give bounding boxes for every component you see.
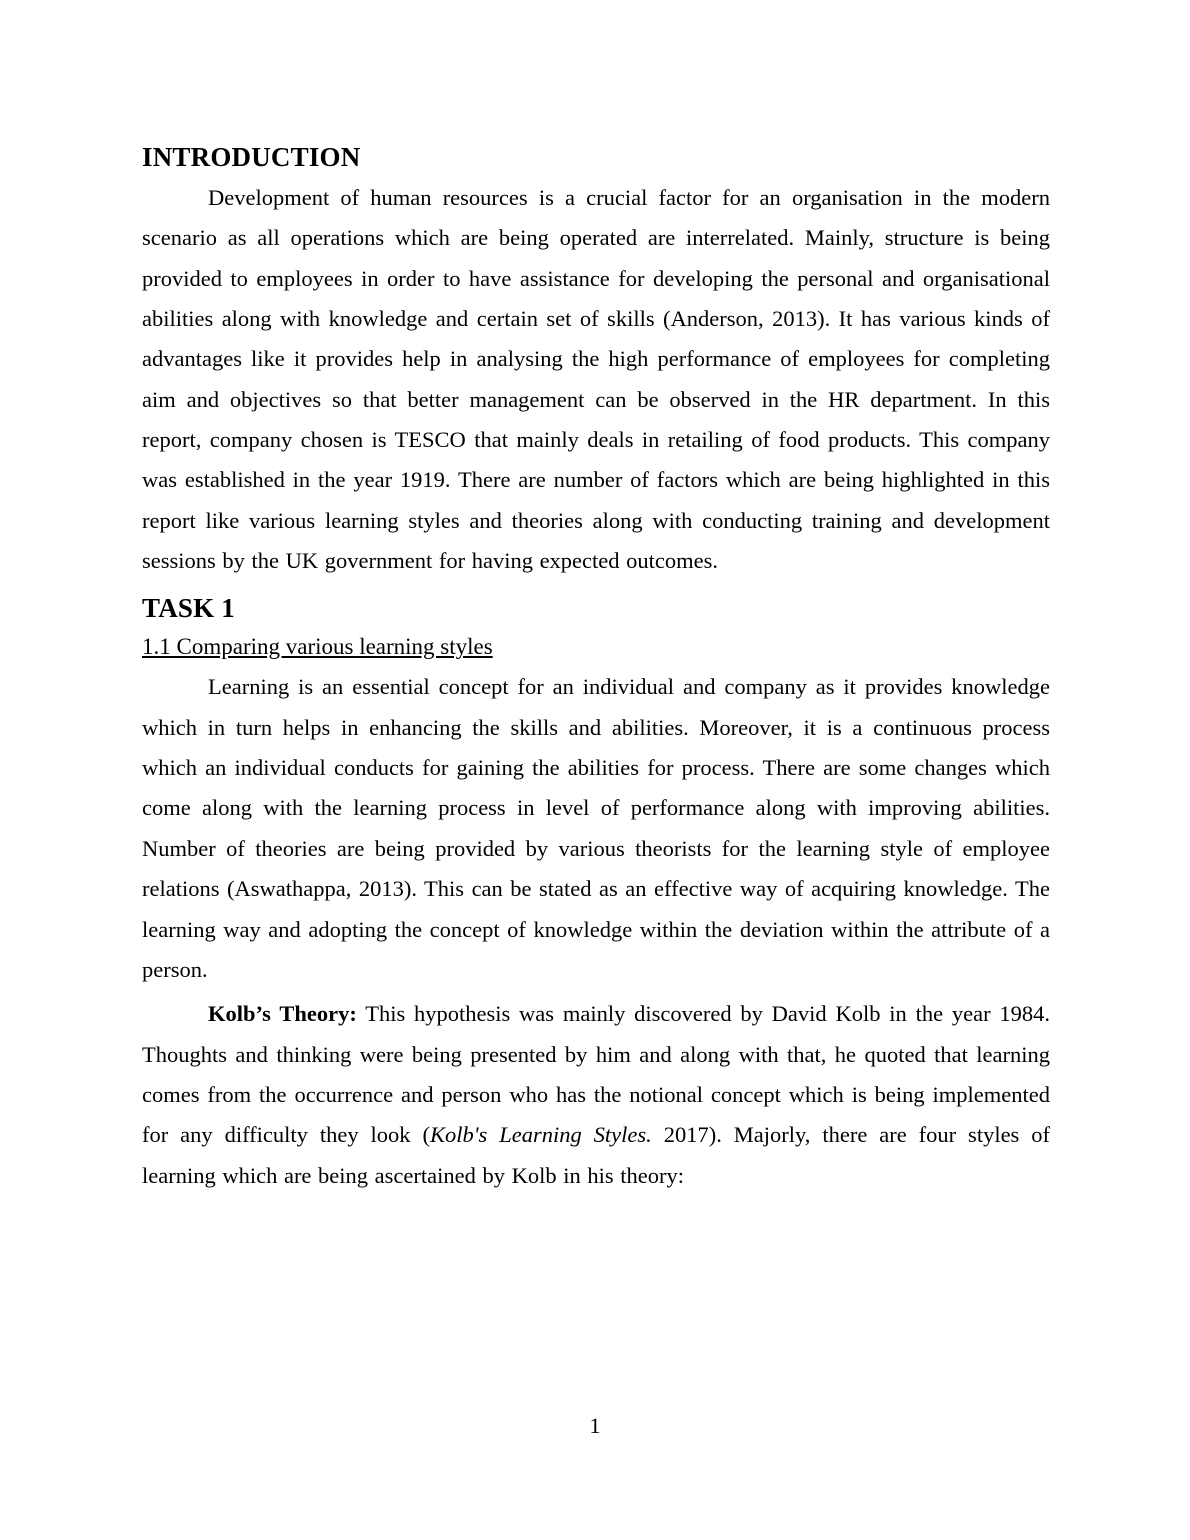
section-heading: 1.1 Comparing various learning styles: [142, 634, 493, 660]
kolb-text-before-italic: This hypothesis was mainly discovered by David Kolb in the year 1984. Thoughts and thinking were being presented by him and along with that, he quoted that learning comes from the occurrence and person who has the notional concept which is being implemented for any difficulty they look (: [142, 1001, 1050, 1148]
kolb-text-after-italic: 2017). Majorly, there are four styles of learning which are being ascertained by Kolb in his theory:: [142, 1122, 1050, 1188]
intro-paragraph: Development of human resources is a crucial factor for an organisation in the modern scenario as all operations which are being operated are interrelated. Mainly, structure is being provided to employees in order to have assistance for developing the personal and organisational abilities along with knowledge and certain set of skills (Anderson, 2013). It has various kinds of advantages like it provides help in analysing the high performance of employees for completing aim and objectives so that better management can be observed in the HR department. In this report, company chosen is TESCO that mainly deals in retailing of food products. This company was established in the year 1919. There are number of factors which are being highlighted in this report like various learning styles and theories along with conducting training and development sessions by the UK government for having expected outcomes.: [142, 185, 1050, 574]
kolb-paragraph: [142, 994, 1050, 1196]
learning-paragraph: Learning is an essential concept for an individual and company as it provides knowledge which in turn helps in enhancing the skills and abilities. Moreover, it is a continuous process which an individual conducts for gaining the abilities for process. There are some changes which come along with the learning process in level of performance along with improving abilities. Number of theories are being provided by various theorists for the learning style of employee relations (Aswathappa, 2013). This can be stated as an effective way of acquiring knowledge. The learning way and adopting the concept of knowledge within the deviation within the attribute of a person.: [142, 674, 1050, 982]
kolb-learning-styles-citation: Kolb's Learning Styles.: [429, 1122, 652, 1148]
task-heading: TASK 1: [142, 593, 235, 624]
document-content: [142, 140, 1050, 1196]
intro-heading: INTRODUCTION: [142, 142, 361, 172]
page-number: 1: [589, 1413, 601, 1438]
kolb-theory-lead: Kolb’s Theory:: [208, 1001, 357, 1027]
